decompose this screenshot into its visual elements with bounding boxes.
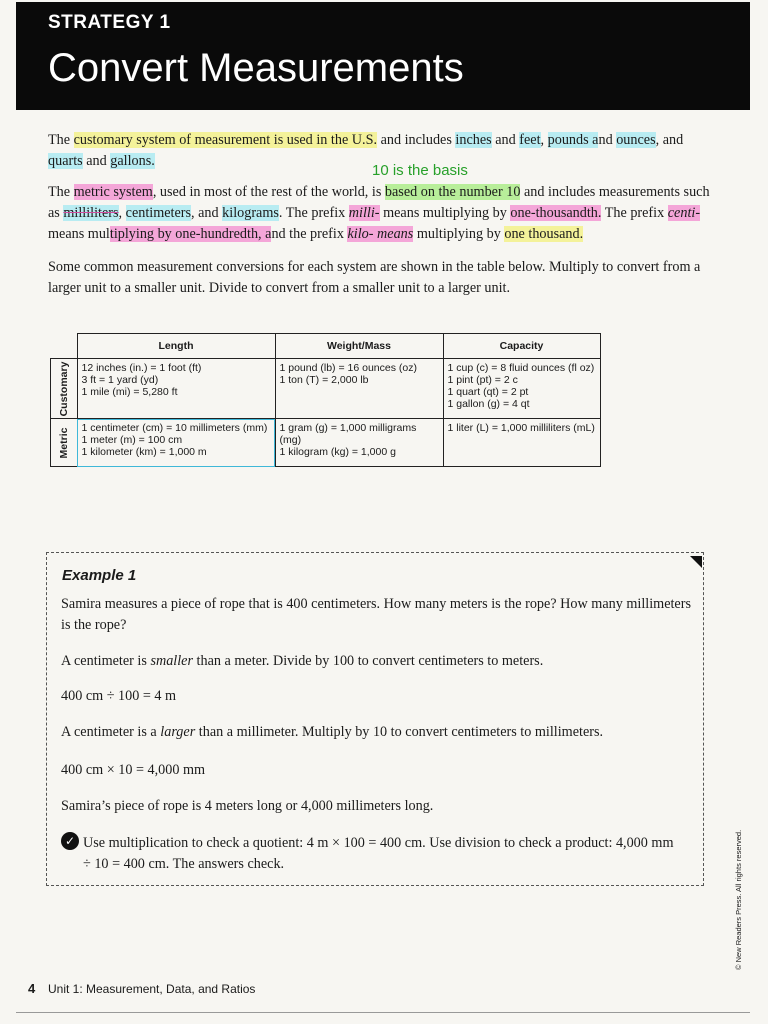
customary-weight-cell: 1 pound (lb) = 16 ounces (oz) 1 ton (T) = 2,000 lb bbox=[275, 359, 443, 419]
corner-marker bbox=[690, 556, 702, 568]
example-answer: Samira’s piece of rope is 4 meters long or 4,000 millimeters long. bbox=[61, 798, 434, 814]
strategy-header bbox=[16, 2, 750, 110]
customary-capacity-cell: 1 cup (c) = 8 fluid ounces (fl oz) 1 pint (pt) = 2 c 1 quart (qt) = 2 pt 1 gallon (g) = 4 qt bbox=[443, 359, 600, 419]
page-number: 4 bbox=[28, 981, 36, 996]
conversion-table bbox=[50, 333, 601, 467]
row-label-customary: Customary bbox=[51, 359, 78, 419]
example-step-1: A centimeter is smaller than a meter. Divide by 100 to convert centimeters to meters. bbox=[61, 653, 544, 669]
metric-length-cell: 1 centimeter (cm) = 10 millimeters (mm) 1 meter (m) = 100 cm 1 kilometer (km) = 1,000 m bbox=[77, 419, 275, 467]
strategy-label: STRATEGY 1 bbox=[48, 12, 171, 33]
table-corner-cell bbox=[51, 334, 78, 359]
metric-capacity-cell: 1 liter (L) = 1,000 milliliters (mL) bbox=[443, 419, 600, 467]
row-label-metric: Metric bbox=[51, 419, 78, 467]
metric-weight-cell: 1 gram (g) = 1,000 milligrams (mg) 1 kilogram (kg) = 1,000 g bbox=[275, 419, 443, 467]
header-capacity: Capacity bbox=[443, 334, 600, 359]
example-problem: Samira measures a piece of rope that is 400 centimeters. How many meters is the rope? How many millimeters is the rope? bbox=[61, 596, 691, 633]
example-calc-2: 400 cm × 10 = 4,000 mm bbox=[61, 762, 206, 778]
check-circle-icon: ✓ bbox=[61, 832, 79, 850]
example-check: Use multiplication to check a quotient: 4 m × 100 = 400 cm. Use division to check a product: 4,000 mm ÷ 10 = 400 cm. The answers check. bbox=[83, 835, 674, 872]
handwritten-note: 10 is the basis bbox=[372, 162, 468, 179]
copyright-notice: © New Readers Press. All rights reserved. bbox=[734, 829, 743, 970]
page-title: Convert Measurements bbox=[48, 46, 464, 90]
header-weight-mass: Weight/Mass bbox=[275, 334, 443, 359]
example-calc-1: 400 cm ÷ 100 = 4 m bbox=[61, 688, 177, 704]
footer-rule bbox=[16, 1012, 750, 1013]
customary-length-cell: 12 inches (in.) = 1 foot (ft) 3 ft = 1 yard (yd) 1 mile (mi) = 5,280 ft bbox=[77, 359, 275, 419]
intro-paragraph-metric: The metric system, used in most of the rest of the world, is based on the number 10 and includes measurements such as milliliters, centimeters, and kilograms. The prefix milli- means multiplying by one-thousandth. The prefix centi- means multiplying by one-hundredth, and the prefix kilo- means multiplying by one thousand. bbox=[48, 184, 710, 242]
example-step-2: A centimeter is a larger than a millimeter. Multiply by 10 to convert centimeters to millimeters. bbox=[61, 724, 604, 740]
header-length: Length bbox=[77, 334, 275, 359]
unit-title: Unit 1: Measurement, Data, and Ratios bbox=[48, 982, 256, 996]
intro-paragraph-conversions: Some common measurement conversions for each system are shown in the table below. Multiply to convert from a larger unit to a smaller unit. Divide to convert from a smaller unit to a larger unit. bbox=[48, 259, 701, 296]
example-title: Example 1 bbox=[62, 567, 137, 584]
intro-paragraph-customary: The customary system of measurement is used in the U.S. and includes inches and feet, pounds and ounces, and quarts and gallons. bbox=[48, 132, 684, 169]
